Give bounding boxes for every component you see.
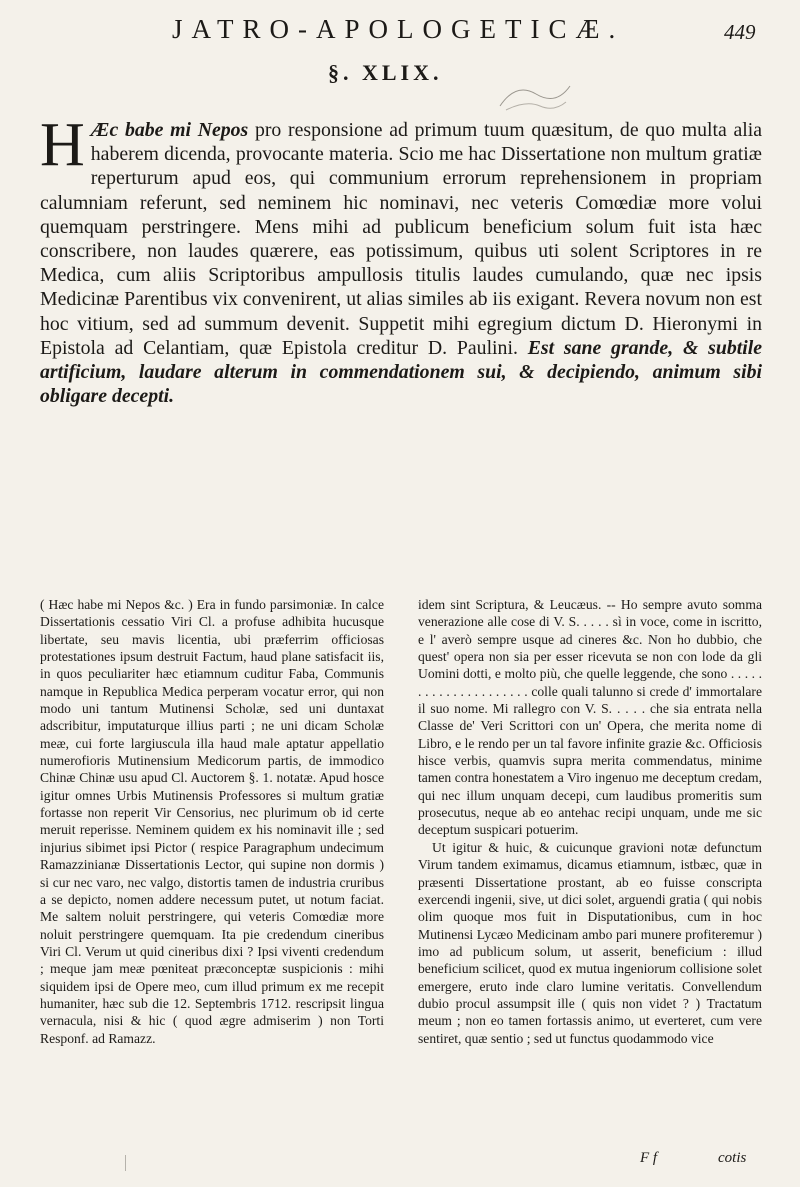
commentary-paragraph: ( Hæc habe mi Nepos &c. ) Era in fundo parsimoniæ. In calce Dissertationis cessatio Viri Cl. a profuse adhibita hucusque libertate, seu mavis licentia, ubi præferrim officiosas protestationes ipsum destruit Factum, haud plane satisfacit iis, in quos peculiariter hæc etiamnum cuditur Faba, Communis namque in Republica Medica perperam vocatur error, qui non modo uni tantum Mutinensi Scholæ, sed uni duntaxat adscribitur, imputaturque illius parti ; ne uni dicam Scholæ meæ, cui forte largiuscula illa haud male aptatur appellatio numerofioris Mutinensium Medicorum partis, de immodico Chinæ Chinæ usu apud Cl. Auctorem §. 1. notatæ. Apud hosce igitur omnes Urbis Mutinensis Professores si multum gratiæ fortasse non reperit Vir Censorius, nec plurimum ob id certe meruit reperisse. Neminem quidem ex his nominavit ille ; sed injurius sibimet ipsi Pictor ( respice Paragraphum undecimum Ramazzinianæ Dissertationis Lector, qui supine non dormis ) si cur nec varo, nec valgo, distortis tamen de industria cruribus a se depicto, nomen addere necessum putet, ut notum faciat. Me saltem noluit perstringere, qui veteris Comœdiæ more noluit perstringere quemquam. Ita pie credendum cineribus Viri Cl. Verum ut quid cineribus dixi ? Ipsi viventi credendum ; meque jam meæ pœniteat præconceptæ suspicionis : mihi siquidem ipsi de Opere meo, cum illud primum ex me recepit humaniter, hæc sub die 12. Septembris 1712. rescripsit lingua vernacula, nisi & hic ( quod ægre admiserim ) non Torti Responf. ad Ramazz. (40, 597, 384, 1046)
main-body-text: pro responsione ad primum tuum quæsitum, de quo multa alia haberem dicenda, provocante materia. Scio me hac Dissertatione non multum gratiæ reperturum apud eos, qui communium errorum reprehensionem in propriam calumniam referunt, sed neminem hic nominavi, nec veteris Comœdiæ more volui quemquam perstringere. Mens mihi ad publicum beneficium solum fuit ista hæc conscribere, non laudes quærere, eas potissimum, quibus uti solent Scriptores in re Medica, cum aliis Scriptoribus ampullosis titulis laudes cumulando, quæ nec ipsis Medicinæ Parentibus vix convenirent, ut alias similes ab iis exigant. Revera novum non est hoc vitium, sed ad summum devenit. Suppetit mihi egregium dictum D. Hieronymi in Epistola ad Celantiam, quæ Epistola creditur D. Paulini. (40, 119, 762, 359)
signature-mark: F f (640, 1150, 658, 1166)
commentary-left-column (40, 596, 384, 1047)
commentary-paragraph: Ut igitur & huic, & cuicunque gravioni notæ defunctum Virum tandem eximamus, dicamus etiamnum, istbæc, quæ in præsenti Dissertatione prostant, ab eo fuisse conscripta exercendi ingenii, sive, ut dici solet, arguendi gratia ( qui nobis olim quoque mos fuit in Disputationibus, cum in hoc Mutinensi Lycæo Medicinam ambo pari munere profiteremur ) imo ad publicum solum, ut asserit, beneficium : illud beneficium scilicet, quod ex mutua ingeniorum collisione solet emergere, eruto inde claro lumine veritatis. Convellendum dubio procul assumpsit ille ( quis non videt ? ) Tractatum meum ; non eo tamen fortassis animo, ut everteret, cum vere sentiret, quæ sentio ; sed ut functus quodammodo vice (418, 839, 762, 1046)
commentary-right-column (418, 596, 762, 1047)
lead-words: Æc babe mi Nepos (90, 119, 249, 141)
drop-cap: H (40, 111, 85, 179)
running-head: JATRO-APOLOGETICÆ. (172, 14, 625, 44)
ornament-flourish-icon (496, 76, 574, 116)
commentary-paragraph: idem sint Scriptura, & Leucæus. -- Ho sempre avuto somma venerazione alle cose di V. S. . . . . sì in voce, come in iscritto, e l' averò sempre usque ad cineres &c. Non ho dubbio, che quest' opera non sia per esser ricevuta se non con lode da gli Uomini dotti, e molto più, che quelle leggende, che sono . . . . . . . . . . . . . . . . . . . . . colle quali talunno si crede d' immortalare il suo nome. Mi rallegro con V. S. . . . . che sia entrata nella Classe de' Veri Scrittori con un' Opera, che merita nome di Libro, e le rendo per un tal favore infinite grazie &c. Officiosis hisce verbis, quamvis supra merita commendatus, minime tamen contra honestatem a Viro ingenuo me deceptum credam, qui nec illum unquam decepi, cum laudibus promeritis sum prosecutus, neque ab eo antehac recipi unquam, unde me sic deceptum suspicari potuerim. (418, 597, 762, 838)
page-number: 449 (724, 20, 756, 44)
section-heading: §. XLIX. (328, 60, 443, 85)
main-paragraph (40, 111, 762, 408)
hieronymus-quote: Est sane grande, & subtile artificium, laudare alterum in commendationem sui, & decipiendo, animum sibi obligare decepti. (40, 336, 762, 408)
catchword: cotis (718, 1150, 747, 1166)
paper-mark (125, 1155, 140, 1171)
